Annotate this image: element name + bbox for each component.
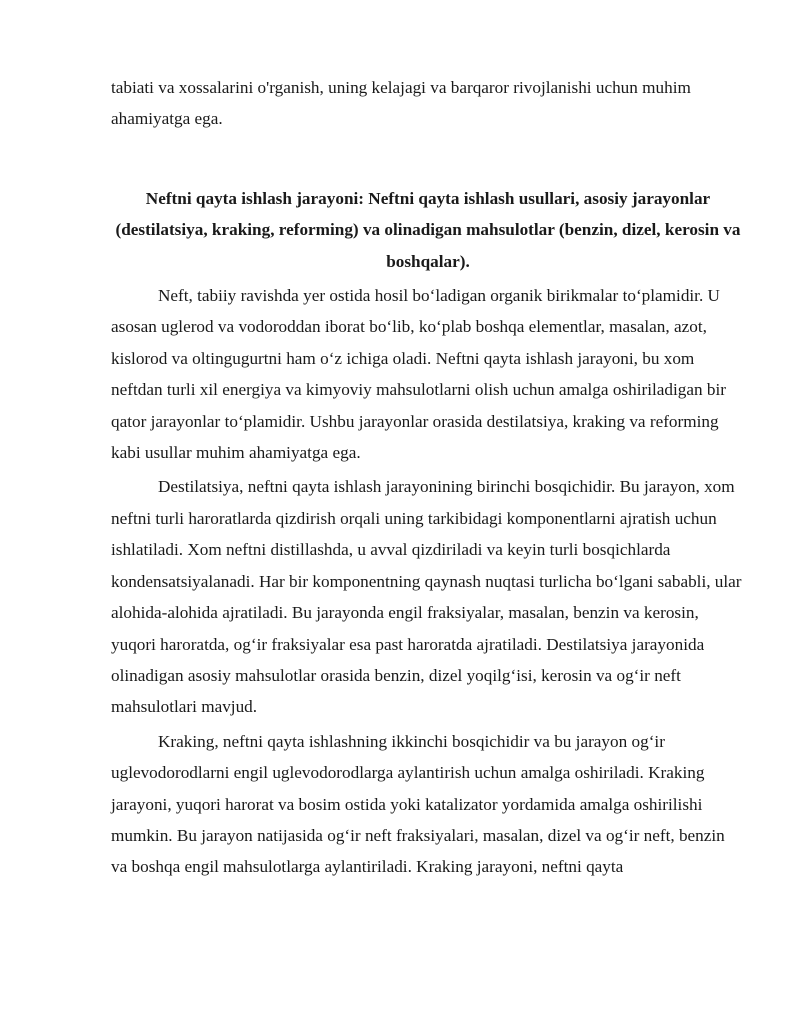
paragraph-destilatsiya: Destilatsiya, neftni qayta ishlash jarayonining birinchi bosqichidir. Bu jarayon, xom neftni turli haroratlarda qizdirish orqali uning tarkibidagi komponentlarni ajratish uchun ishlatiladi. Xom neftni distillashda, u avval qizdiriladi va keyin turli bosqichlarda kondensatsiyalanadi. Har bir komponentning qaynash nuqtasi turlicha bo‘lgani sababli, ular alohida-alohida ajratiladi. Bu jarayonda engil fraksiyalar, masalan, benzin va kerosin, yuqori haroratda, og‘ir fraksiyalar esa past haroratda ajratiladi. Destilatsiya jarayonida olinadigan asosiy mahsulotlar orasida benzin, dizel yoqilg‘isi, kerosin va og‘ir neft mahsulotlari mavjud. — [111, 477, 742, 717]
paragraph-kraking: Kraking, neftni qayta ishlashning ikkinchi bosqichidir va bu jarayon og‘ir uglevodorodlarni engil uglevodorodlarga aylantirish uchun amalga oshiriladi. Kraking jarayoni, yuqori harorat va bosim ostida yoki katalizator yordamida amalga oshirilishi mumkin. Bu jarayon natijasida og‘ir neft fraksiyalari, masalan, dizel va og‘ir neft, benzin va boshqa engil mahsulotlarga aylantiriladi. Kraking jarayoni, neftni qayta — [111, 731, 725, 877]
continued-paragraph: tabiati va xossalarini o'rganish, uning kelajagi va barqaror rivojlanishi uchun muhim ahamiyatga ega. — [111, 78, 691, 129]
page-content — [111, 72, 745, 886]
paragraph-neft-definition: Neft, tabiiy ravishda yer ostida hosil bo‘ladigan organik birikmalar to‘plamidir. U asosan uglerod va vodoroddan iborat bo‘lib, ko‘plab boshqa elementlar, masalan, azot, kislorod va oltingugurtni ham o‘z ichiga oladi. Neftni qayta ishlash jarayoni, bu xom neftdan turli xil energiya va kimyoviy mahsulotlarni olish uchun amalga oshiriladigan bir qator jarayonlar to‘plamidir. Ushbu jarayonlar orasida destilatsiya, kraking va reforming kabi usullar muhim ahamiyatga ega. — [111, 286, 726, 463]
section-heading: Neftni qayta ishlash jarayoni: Neftni qayta ishlash usullari, asosiy jarayonlar (destilatsiya, kraking, reforming) va olinadigan mahsulotlar (benzin, dizel, kerosin va boshqalar). — [115, 188, 741, 271]
